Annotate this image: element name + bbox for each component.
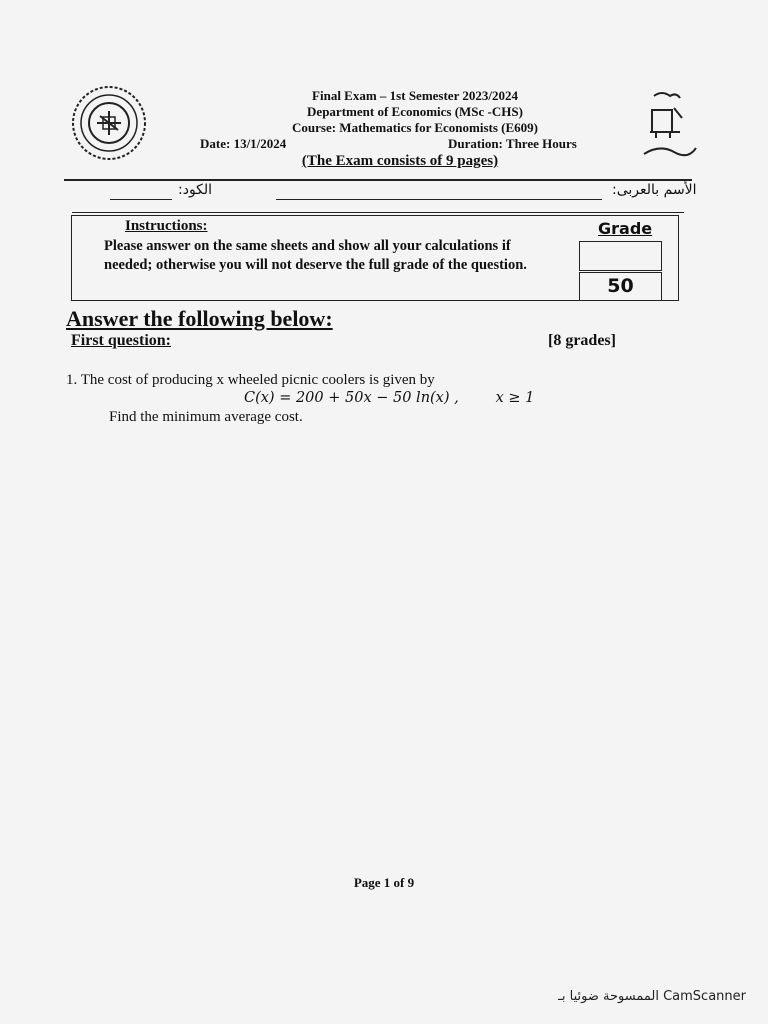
name-label: الأسم بالعربى: bbox=[612, 182, 697, 198]
code-field[interactable] bbox=[110, 198, 172, 200]
cost-formula: C(x) = 200 + 50x − 50 ln(x) , x ≥ 1 bbox=[244, 390, 535, 406]
pages-note: (The Exam consists of 9 pages) bbox=[301, 153, 499, 169]
course: Course: Mathematics for Economists (E609) bbox=[292, 120, 538, 135]
grade-total: 50 bbox=[579, 272, 662, 301]
exam-date: Date: 13/1/2024 bbox=[200, 136, 287, 151]
question-grades: [8 grades] bbox=[548, 332, 616, 349]
grade-obtained-box[interactable] bbox=[579, 241, 662, 271]
scanner-watermark: الممسوحة ضوئيا بـ CamScanner bbox=[558, 989, 746, 1004]
department: Department of Economics (MSc -CHS) bbox=[307, 104, 523, 119]
faculty-logo bbox=[70, 84, 148, 162]
page-number: Page 1 of 9 bbox=[353, 875, 415, 890]
exam-title: Final Exam – 1st Semester 2023/2024 bbox=[312, 88, 518, 103]
question-title: First question: bbox=[71, 332, 171, 349]
instructions-text: Please answer on the same sheets and show all your calculations if needed; otherwise you will not deserve the full grade of the question. bbox=[104, 238, 527, 273]
name-field[interactable] bbox=[276, 198, 602, 200]
question-1-text: 1. The cost of producing x wheeled picnic coolers is given by bbox=[66, 372, 435, 388]
grade-label: Grade bbox=[598, 219, 653, 238]
header-rule bbox=[64, 179, 692, 181]
university-logo bbox=[640, 88, 698, 166]
instructions-title: Instructions: bbox=[125, 218, 208, 234]
exam-duration: Duration: Three Hours bbox=[448, 136, 577, 151]
section-heading: Answer the following below: bbox=[66, 306, 333, 331]
question-1-task: Find the minimum average cost. bbox=[109, 409, 303, 425]
code-label: الكود: bbox=[178, 182, 213, 198]
divider bbox=[72, 212, 684, 213]
